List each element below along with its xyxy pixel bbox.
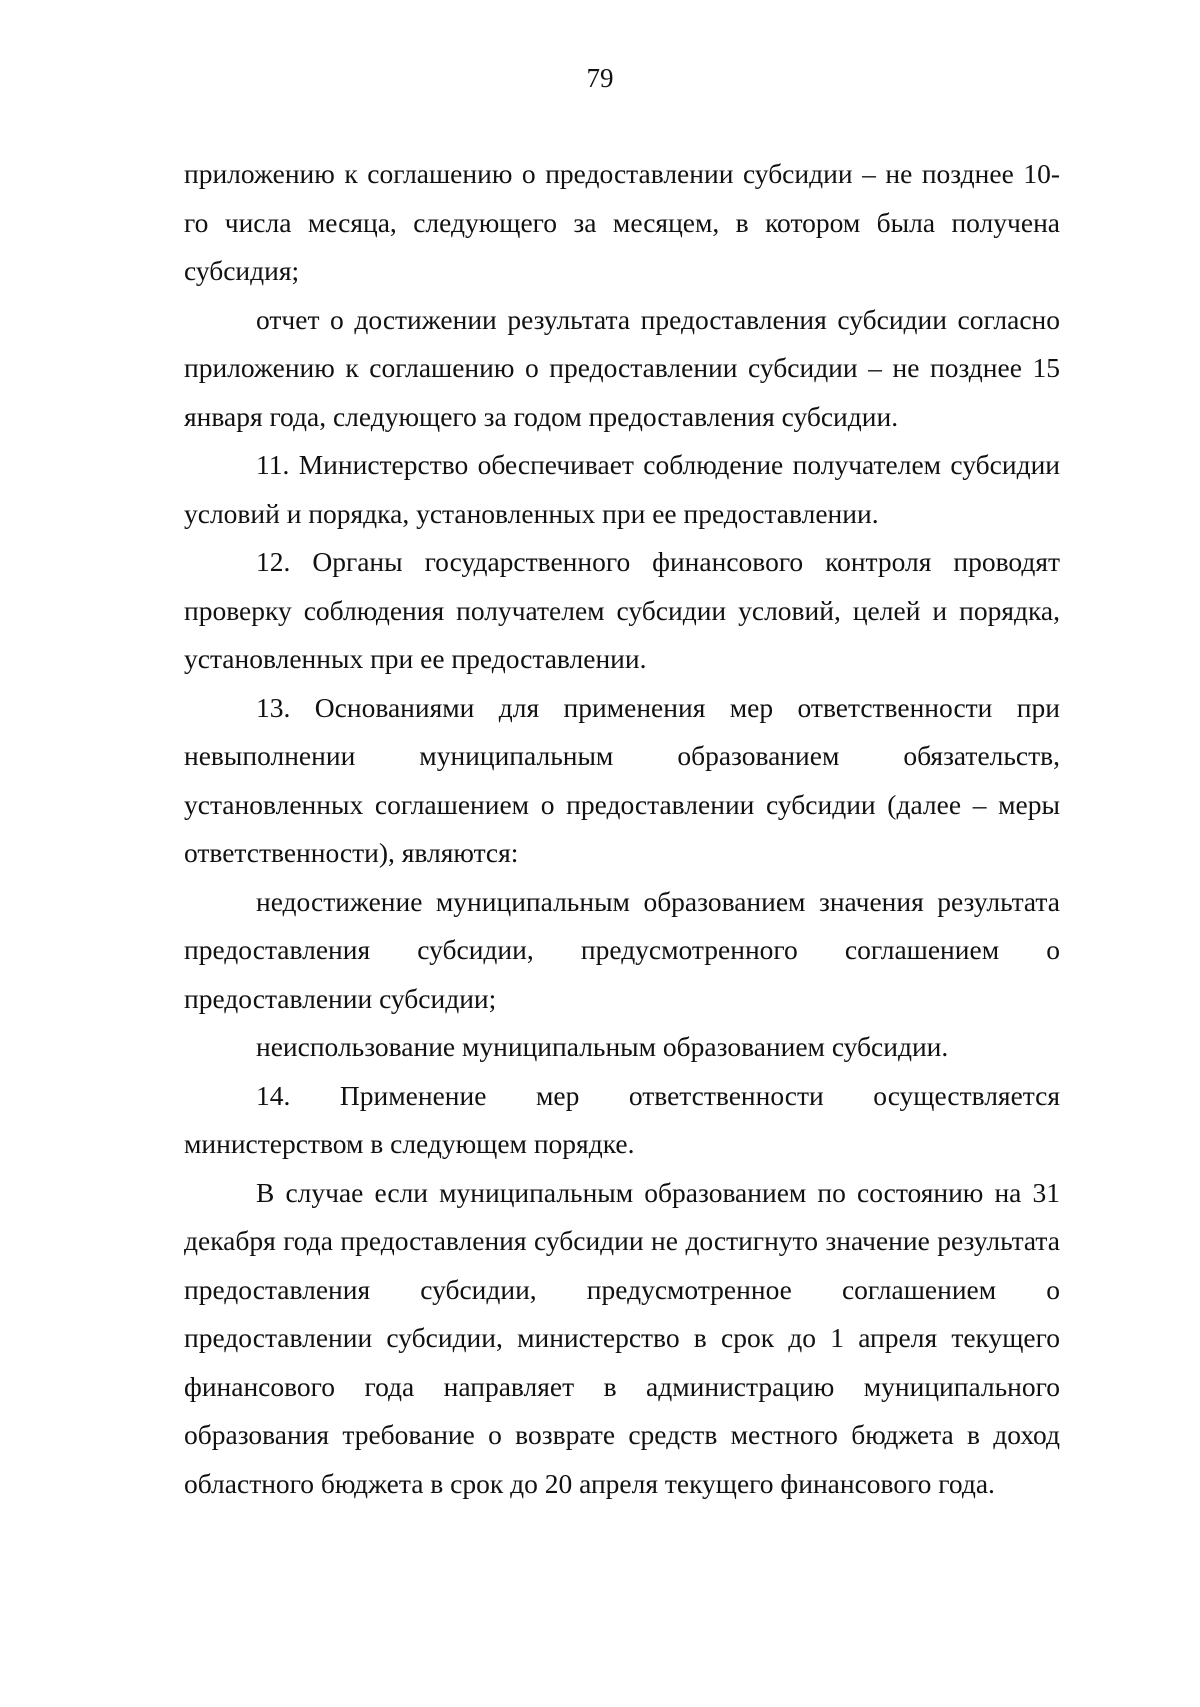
paragraph-12: 12. Органы государственного финансового контроля проводят проверку соблюдения получателем субсидии условий, целей и порядка, установленных при ее предоставлении. [184,546,1060,674]
paragraph-13-item-2: неиспользование муниципальным образованием субсидии. [256,1031,949,1062]
paragraph-report-deadline: отчет о достижении результата предоставления субсидии согласно приложению к соглашению о предоставлении субсидии – не позднее 15 января года, следующего за годом предоставления субсидии. [184,303,1060,432]
paragraph-14: 14. Применение мер ответственности осуществляется министерством в следующем порядке. [184,1079,1060,1159]
paragraph-14-procedure: В случае если муниципальным образованием по состоянию на 31 декабря года предоставления субсидии не достигнуто значение результата предоставления субсидии, предусмотренное соглашением о предоставлении субсидии, министерство в срок до 1 апреля текущего финансового года направляет в администрацию муниципального образования требование о возврате средств местного бюджета в доход областного бюджета в срок до 20 апреля текущего финансового года. [184,1176,1060,1499]
paragraph-13-item-1: недостижение муниципальным образованием значения результата предоставления субсидии, предусмотренного соглашением о предоставлении субсидии; [184,885,1060,1014]
document-body [184,150,1060,1508]
paragraph-11: 11. Министерство обеспечивает соблюдение получателем субсидии условий и порядка, установленных при ее предоставлении. [184,449,1060,529]
page-number: 79 [586,63,614,93]
paragraph-13: 13. Основаниями для применения мер ответственности при невыполнении муниципальным образованием обязательств, установленных соглашением о предоставлении субсидии (далее – меры ответственности), являются: [184,691,1060,868]
paragraph-continuation: приложению к соглашению о предоставлении субсидии – не позднее 10-го числа месяца, следующего за месяцем, в котором была получена субсидия; [184,158,1060,286]
